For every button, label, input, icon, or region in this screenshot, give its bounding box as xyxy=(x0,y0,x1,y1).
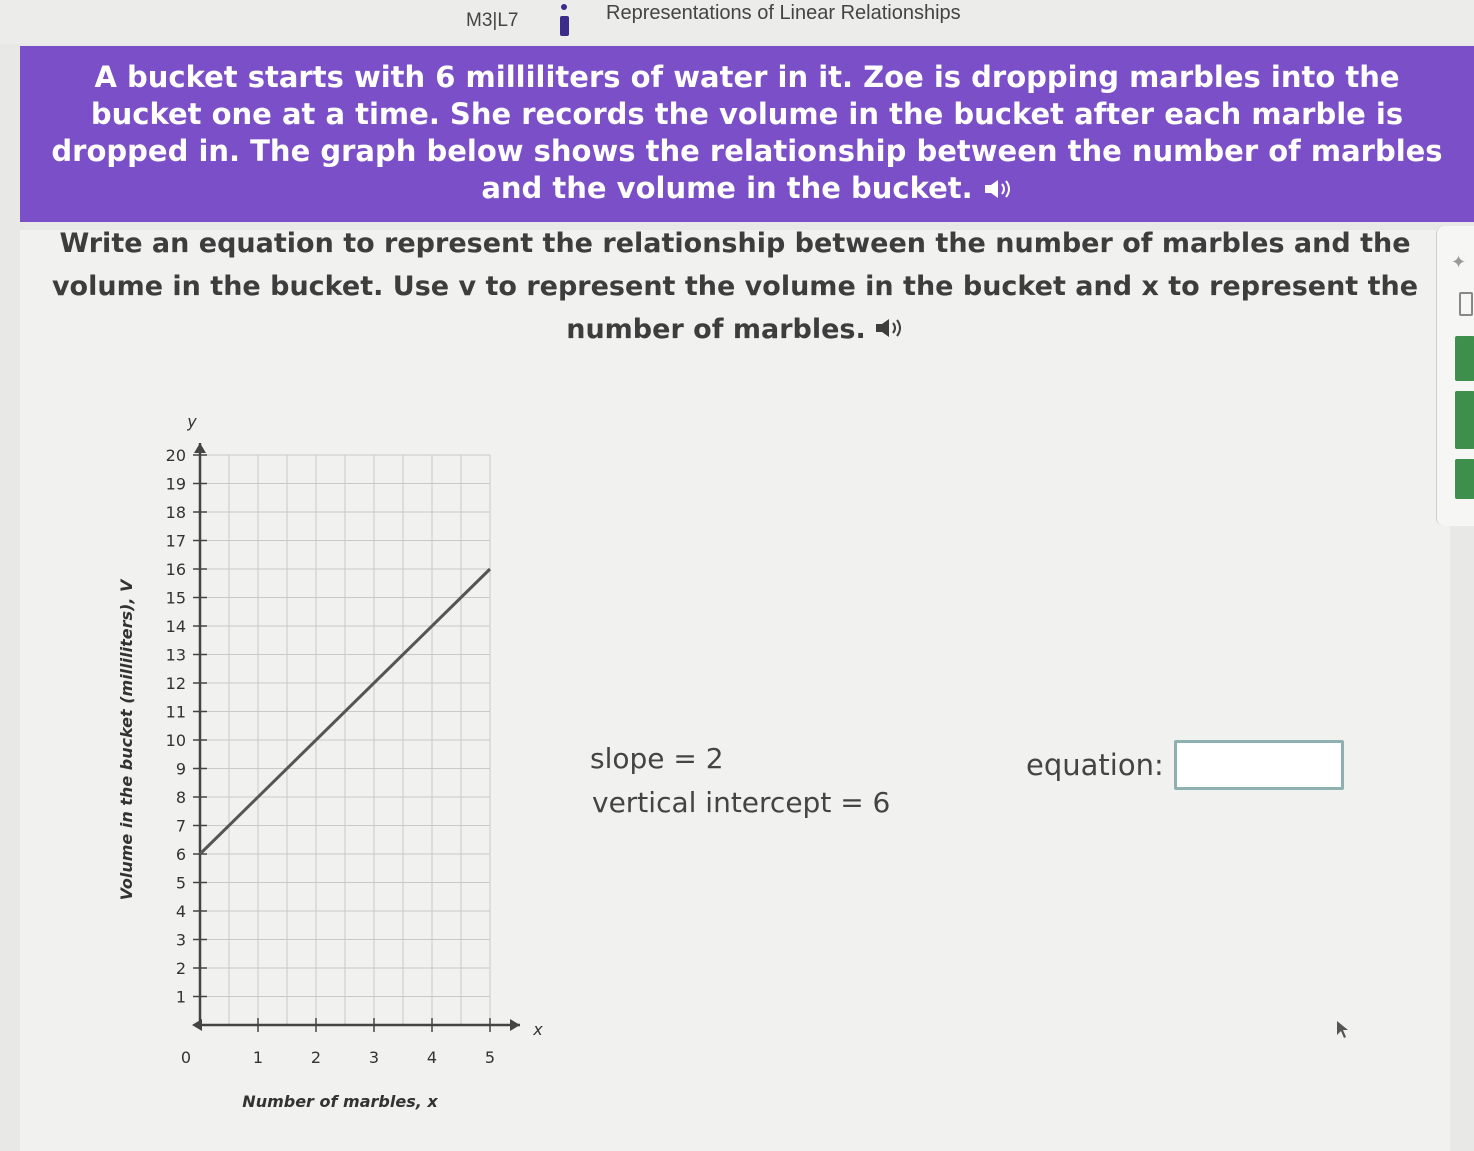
y-tick-label: 10 xyxy=(165,731,186,750)
y-tick-label: 13 xyxy=(165,645,186,665)
speaker-icon[interactable] xyxy=(983,172,1013,209)
question-block xyxy=(40,222,1430,352)
x-axis-letter: x xyxy=(533,1020,543,1039)
progress-tab[interactable] xyxy=(1455,336,1474,381)
equation-label: equation: xyxy=(1026,748,1164,782)
info-icon[interactable] xyxy=(558,4,570,36)
x-tick-label: 0 xyxy=(180,1048,192,1067)
x-axis-arrow xyxy=(510,1019,520,1031)
lesson-title: Representations of Linear Relationships xyxy=(606,2,961,24)
bookmark-icon[interactable] xyxy=(1459,292,1473,316)
x-tick-label: 2 xyxy=(310,1048,322,1067)
y-tick-label: 20 xyxy=(165,446,186,465)
equation-input[interactable] xyxy=(1174,740,1344,790)
star-icon[interactable]: ✦ xyxy=(1451,252,1467,273)
prompt-text: A bucket starts with 6 milliliters of water in it. Zoe is dropping marbles into the bucket one at a time. She records the volume in the bucket after each marble is dropped in. The graph below shows the relationship between the number of marbles and the volume in the bucket. xyxy=(51,60,1443,206)
x-tick-label: 3 xyxy=(368,1048,380,1067)
volume-chart xyxy=(90,410,560,1120)
question-text: Write an equation to represent the relationship between the number of marbles and the volume in the bucket. Use v to represent the volume in the bucket and x to represent the number of marbles. xyxy=(51,228,1419,346)
y-tick-label: 16 xyxy=(165,560,186,579)
y-tick-label: 4 xyxy=(175,902,186,921)
y-tick-label: 17 xyxy=(165,531,186,551)
progress-tab[interactable] xyxy=(1455,391,1474,449)
side-panel[interactable] xyxy=(1436,226,1474,526)
y-tick-label: 12 xyxy=(165,674,186,693)
slope-text: slope = 2 xyxy=(590,742,724,775)
x-axis-title: Number of marbles, x xyxy=(242,1092,438,1111)
y-tick-label: 19 xyxy=(165,474,186,494)
y-tick-label: 7 xyxy=(175,816,186,836)
lesson-code: M3|L7 xyxy=(466,10,519,31)
y-axis-arrow xyxy=(194,443,206,453)
y-tick-label: 8 xyxy=(175,788,186,807)
intercept-text: vertical intercept = 6 xyxy=(592,786,891,819)
chart-grid xyxy=(200,455,490,1025)
y-tick-label: 18 xyxy=(165,503,186,522)
y-axis-letter: y xyxy=(187,412,197,431)
prompt-banner-text-wrap xyxy=(20,46,1474,222)
x-tick-label: 5 xyxy=(484,1048,496,1067)
x-tick-label: 4 xyxy=(426,1048,438,1067)
y-tick-label: 6 xyxy=(175,845,186,864)
y-tick-label: 15 xyxy=(165,588,186,608)
y-tick-label: 2 xyxy=(175,959,186,978)
y-tick-label: 1 xyxy=(175,987,186,1007)
speaker-icon[interactable] xyxy=(874,309,904,352)
progress-tab[interactable] xyxy=(1455,459,1474,499)
y-tick-label: 11 xyxy=(165,702,186,722)
top-bar xyxy=(0,0,1474,44)
y-axis-title: Volume in the bucket (milliliters), V xyxy=(117,579,136,901)
y-tick-label: 5 xyxy=(175,873,186,893)
x-axis-neg-arrow xyxy=(192,1019,202,1031)
x-tick-label: 1 xyxy=(252,1048,264,1067)
mouse-cursor-icon xyxy=(1336,1020,1350,1040)
y-tick-label: 14 xyxy=(165,617,186,636)
y-tick-label: 9 xyxy=(175,759,186,779)
y-tick-label: 3 xyxy=(175,930,186,950)
